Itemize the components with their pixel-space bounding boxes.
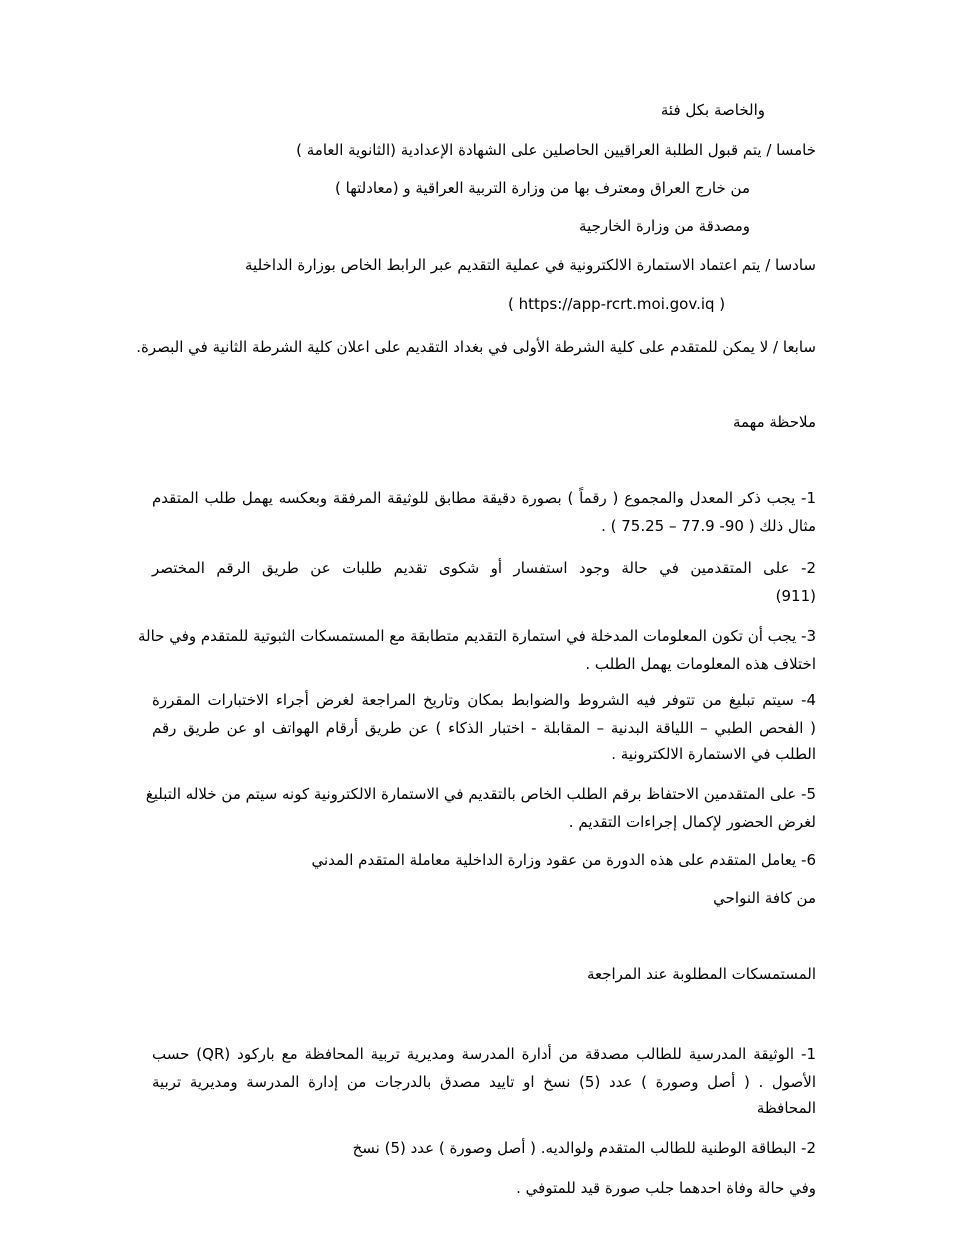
note-4-cont: ( الفحص الطبي – اللياقة البدنية – المقابلة - اختبار الذكاء ) عن طريق أرقام الهواتف او عن طريق رقم bbox=[152, 719, 816, 737]
clause-fifth-cont: من خارج العراق ومعترف بها من وزارة التربية العراقية و (معادلتها ) bbox=[335, 179, 750, 197]
note-3: 3- يجب أن تكون المعلومات المدخلة في استمارة التقديم متطابقة مع المستمسكات الثبوتية للمتقدم وفي حالة bbox=[137, 627, 816, 645]
note-5: 5- على المتقدمين الاحتفاظ برقم الطلب الخاص بالتقديم في الاستمارة الالكترونية كونه سيتم من خلاله التبليغ bbox=[145, 785, 816, 803]
clause-seventh: سابعا / لا يمكن للمتقدم على كلية الشرطة الأولى في بغداد التقديم على اعلان كلية الشرطة الثانية في البصرة. bbox=[136, 338, 816, 356]
note-6-cont: من كافة النواحي bbox=[713, 889, 816, 907]
clause-sixth: سادسا / يتم اعتماد الاستمارة الالكترونية في عملية التقديم عبر الرابط الخاص بوزارة الداخلية bbox=[245, 256, 816, 274]
note-6: 6- يعامل المتقدم على هذه الدورة من عقود وزارة الداخلية معاملة المتقدم المدني bbox=[311, 851, 816, 869]
note-3-cont: اختلاف هذه المعلومات يهمل الطلب . bbox=[585, 655, 816, 673]
note-4: 4- سيتم تبليغ من تتوفر فيه الشروط والضوابط بمكان وتاريخ المراجعة لغرض أجراء الاختبارات المقررة bbox=[152, 691, 816, 709]
note-1: 1- يجب ذكر المعدل والمجموع ( رقماً ) بصورة دقيقة مطابق للوثيقة المرفقة وبعكسه يهمل طلب المتقدم bbox=[152, 489, 816, 507]
document-2-cont: وفي حالة وفاة احدهما جلب صورة قيد للمتوفي . bbox=[516, 1179, 816, 1197]
clause-fifth-cont: ومصدقة من وزارة الخارجية bbox=[579, 217, 750, 235]
document-1: 1- الوثيقة المدرسية للطالب مصدقة من أدارة المدرسة ومديرية تربية المحافظة مع باركود (QR) حسب bbox=[152, 1045, 816, 1063]
note-4-cont: الطلب في الاستمارة الالكترونية . bbox=[611, 745, 816, 763]
intro-line: والخاصة بكل فئة bbox=[660, 101, 765, 119]
note-1-cont: مثال ذلك ( 90- 77.9 – 75.25 ) . bbox=[601, 517, 816, 535]
note-2: 2- على المتقدمين في حالة وجود استفسار أو شكوى تقديم طلبات عن طريق الرقم المختصر bbox=[152, 559, 816, 577]
document-2: 2- البطاقة الوطنية للطالب المتقدم ولوالديه. ( أصل وصورة ) عدد (5) نسخ bbox=[352, 1139, 816, 1157]
document-1-cont: المحافظة bbox=[756, 1099, 816, 1117]
note-5-cont: لغرض الحضور لإكمال إجراءات التقديم . bbox=[568, 813, 816, 831]
note-2-cont: (911) bbox=[775, 587, 816, 605]
document-1-cont: الأصول . ( أصل وصورة ) عدد (5) نسخ او تاييد مصدق بالدرجات من إدارة المدرسة ومديرية تربية bbox=[152, 1073, 816, 1091]
documents-heading: المستمسكات المطلوبة عند المراجعة bbox=[586, 965, 816, 983]
notes-heading: ملاحظة مهمة bbox=[732, 413, 816, 431]
application-link[interactable]: ( https://app-rcrt.moi.gov.iq ) bbox=[508, 295, 726, 313]
clause-fifth: خامسا / يتم قبول الطلبة العراقيين الحاصلين على الشهادة الإعدادية (الثانوية العامة ) bbox=[296, 141, 816, 159]
